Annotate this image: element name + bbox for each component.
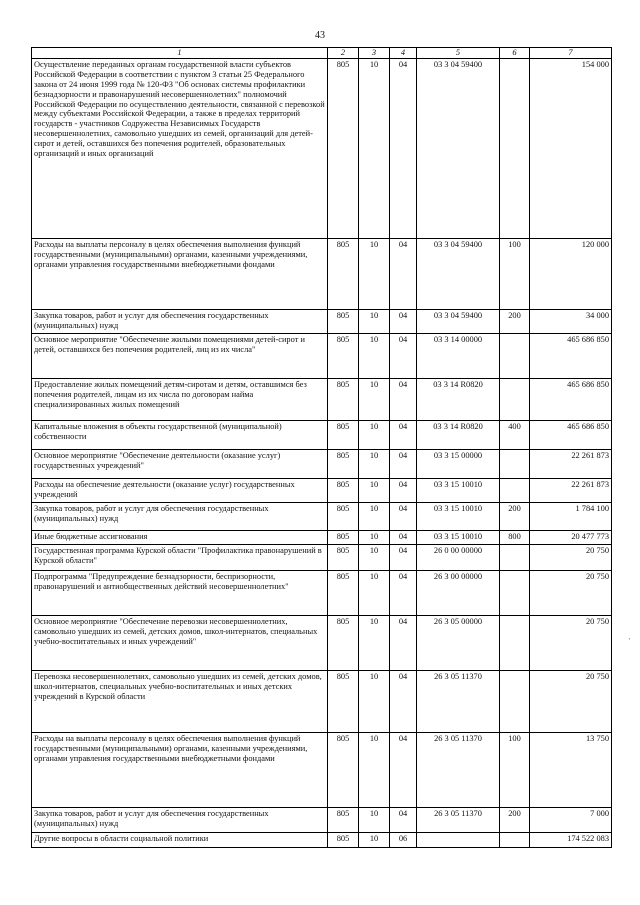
- row-code-5: 03 3 15 10010: [417, 478, 500, 502]
- row-code-4: 04: [390, 732, 417, 807]
- row-code-6: [500, 333, 530, 378]
- row-code-4: 04: [390, 309, 417, 333]
- row-code-2: 805: [328, 378, 359, 420]
- row-code-4: 04: [390, 420, 417, 449]
- row-code-2: 805: [328, 420, 359, 449]
- row-description: Осуществление переданных органам государственной власти субъектов Российской Федерации в соответствии с пунктом 3 статьи 25 Федерального закона от 24 июня 1999 года № 120-ФЗ "Об основах системы профилактики безнадзорности и правонарушений несовершеннолетних" полномочий Российской Федерации по осуществлению деятельности, связанной с перевозкой между субъектами Российской Федерации, а также в пределах территорий государств - участников Содружества Независимых Государств несовершеннолетних, самовольно ушедших из семей, организаций для детей-сирот и детей, оставшихся без попечения родителей, образовательных организаций и иных организаций: [32, 58, 328, 238]
- row-description: Расходы на обеспечение деятельности (оказание услуг) государственных учреждений: [32, 478, 328, 502]
- table-row: [32, 670, 612, 732]
- row-amount: 20 750: [530, 615, 612, 670]
- row-code-4: 04: [390, 570, 417, 615]
- row-description: Перевозка несовершеннолетних, самовольно ушедших из семей, детских домов, школ-интернатов, специальных учебно-воспитательных и иных детских учреждений в Курской области: [32, 670, 328, 732]
- row-code-5: 03 3 15 00000: [417, 449, 500, 478]
- header-cell: 4: [390, 48, 417, 59]
- row-description: Государственная программа Курской области "Профилактика правонарушений в Курской области": [32, 544, 328, 570]
- row-code-6: 200: [500, 502, 530, 530]
- row-code-5: 26 3 05 11370: [417, 670, 500, 732]
- row-code-2: 805: [328, 333, 359, 378]
- row-code-6: [500, 58, 530, 238]
- row-amount: 120 000: [530, 238, 612, 309]
- header-cell: 1: [32, 48, 328, 59]
- row-code-2: 805: [328, 732, 359, 807]
- row-code-3: 10: [359, 544, 390, 570]
- row-amount: 20 477 773: [530, 530, 612, 544]
- row-code-6: 200: [500, 309, 530, 333]
- row-code-2: 805: [328, 478, 359, 502]
- header-cell: 6: [500, 48, 530, 59]
- row-code-2: 805: [328, 58, 359, 238]
- row-description: Другие вопросы в области социальной политики: [32, 832, 328, 847]
- row-code-3: 10: [359, 478, 390, 502]
- row-code-3: 10: [359, 530, 390, 544]
- row-code-2: 805: [328, 309, 359, 333]
- row-code-5: 26 3 05 11370: [417, 732, 500, 807]
- table-row: [32, 544, 612, 570]
- row-code-5: 03 3 14 R0820: [417, 378, 500, 420]
- table-row: [32, 832, 612, 847]
- row-code-6: 800: [500, 530, 530, 544]
- row-code-2: 805: [328, 832, 359, 847]
- row-code-3: 10: [359, 832, 390, 847]
- row-amount: 465 686 850: [530, 420, 612, 449]
- row-code-4: 04: [390, 807, 417, 832]
- row-description: Подпрограмма "Предупреждение безнадзорности, беспризорности, правонарушений и антиобщественных действий несовершеннолетних": [32, 570, 328, 615]
- row-amount: 34 000: [530, 309, 612, 333]
- row-amount: 465 686 850: [530, 378, 612, 420]
- row-code-2: 805: [328, 570, 359, 615]
- row-code-3: 10: [359, 309, 390, 333]
- row-description: Основное мероприятие "Обеспечение жилыми помещениями детей-сирот и детей, оставшихся без попечения родителей, лиц из их числа": [32, 333, 328, 378]
- scan-edge-mark: ‚: [628, 632, 631, 641]
- page-number: 43: [315, 30, 325, 41]
- row-code-5: 26 3 05 11370: [417, 807, 500, 832]
- row-code-6: [500, 544, 530, 570]
- row-amount: 20 750: [530, 570, 612, 615]
- table-row: [32, 309, 612, 333]
- row-code-5: 03 3 04 59400: [417, 58, 500, 238]
- row-description: Закупка товаров, работ и услуг для обеспечения государственных (муниципальных) нужд: [32, 309, 328, 333]
- row-code-2: 805: [328, 807, 359, 832]
- row-code-4: 06: [390, 832, 417, 847]
- header-cell: 7: [530, 48, 612, 59]
- header-cell: 5: [417, 48, 500, 59]
- row-code-6: [500, 378, 530, 420]
- row-code-6: [500, 449, 530, 478]
- row-code-5: 03 3 04 59400: [417, 238, 500, 309]
- row-code-4: 04: [390, 544, 417, 570]
- row-code-2: 805: [328, 670, 359, 732]
- table-row: [32, 732, 612, 807]
- row-amount: 174 522 083: [530, 832, 612, 847]
- row-code-3: 10: [359, 58, 390, 238]
- table-row: [32, 420, 612, 449]
- row-code-3: 10: [359, 732, 390, 807]
- row-amount: 20 750: [530, 544, 612, 570]
- row-code-5: 03 3 15 10010: [417, 530, 500, 544]
- row-amount: 465 686 850: [530, 333, 612, 378]
- table-row: [32, 530, 612, 544]
- row-code-2: 805: [328, 502, 359, 530]
- row-code-5: 03 3 15 10010: [417, 502, 500, 530]
- row-code-2: 805: [328, 238, 359, 309]
- row-amount: 1 784 100: [530, 502, 612, 530]
- budget-table: [31, 47, 612, 848]
- row-code-6: [500, 832, 530, 847]
- row-description: Основное мероприятие "Обеспечение деятельности (оказание услуг) государственных учреждений": [32, 449, 328, 478]
- row-amount: 154 000: [530, 58, 612, 238]
- table-row: [32, 333, 612, 378]
- table-row: [32, 478, 612, 502]
- row-code-3: 10: [359, 238, 390, 309]
- row-description: Расходы на выплаты персоналу в целях обеспечения выполнения функций государственными (муниципальными) органами, казенными учреждениями, органами управления государственными внебюджетными фондами: [32, 732, 328, 807]
- row-code-6: 100: [500, 238, 530, 309]
- header-cell: 2: [328, 48, 359, 59]
- row-amount: 7 000: [530, 807, 612, 832]
- row-description: Закупка товаров, работ и услуг для обеспечения государственных (муниципальных) нужд: [32, 502, 328, 530]
- table-row: [32, 615, 612, 670]
- row-code-4: 04: [390, 238, 417, 309]
- table-row: [32, 807, 612, 832]
- row-code-6: [500, 670, 530, 732]
- row-code-5: 26 3 05 00000: [417, 615, 500, 670]
- row-description: Капитальные вложения в объекты государственной (муниципальной) собственности: [32, 420, 328, 449]
- row-code-6: 400: [500, 420, 530, 449]
- row-code-4: 04: [390, 502, 417, 530]
- row-amount: 22 261 873: [530, 449, 612, 478]
- row-code-4: 04: [390, 449, 417, 478]
- row-code-6: 100: [500, 732, 530, 807]
- row-code-4: 04: [390, 58, 417, 238]
- row-code-5: 26 0 00 00000: [417, 544, 500, 570]
- row-description: Закупка товаров, работ и услуг для обеспечения государственных (муниципальных) нужд: [32, 807, 328, 832]
- row-amount: 13 750: [530, 732, 612, 807]
- row-amount: 22 261 873: [530, 478, 612, 502]
- row-code-3: 10: [359, 449, 390, 478]
- row-code-6: 200: [500, 807, 530, 832]
- row-code-6: [500, 615, 530, 670]
- row-description: Расходы на выплаты персоналу в целях обеспечения выполнения функций государственными (муниципальными) органами, казенными учреждениями, органами управления государственными внебюджетными фондами: [32, 238, 328, 309]
- row-code-5: 03 3 14 R0820: [417, 420, 500, 449]
- row-code-5: 26 3 00 00000: [417, 570, 500, 615]
- row-code-2: 805: [328, 449, 359, 478]
- table-header-row: [32, 48, 612, 59]
- row-code-3: 10: [359, 378, 390, 420]
- table-row: [32, 449, 612, 478]
- table-row: [32, 502, 612, 530]
- row-code-5: [417, 832, 500, 847]
- row-code-4: 04: [390, 478, 417, 502]
- row-code-4: 04: [390, 670, 417, 732]
- row-code-3: 10: [359, 420, 390, 449]
- row-code-5: 03 3 04 59400: [417, 309, 500, 333]
- row-code-3: 10: [359, 502, 390, 530]
- row-code-2: 805: [328, 544, 359, 570]
- table-row: [32, 570, 612, 615]
- row-code-6: [500, 478, 530, 502]
- table-row: [32, 378, 612, 420]
- table-row: [32, 238, 612, 309]
- row-code-3: 10: [359, 333, 390, 378]
- row-amount: 20 750: [530, 670, 612, 732]
- row-code-4: 04: [390, 333, 417, 378]
- row-code-2: 805: [328, 530, 359, 544]
- row-code-2: 805: [328, 615, 359, 670]
- table-row: [32, 58, 612, 238]
- row-description: Предоставление жилых помещений детям-сиротам и детям, оставшимся без попечения родителей, лицам из их числа по договорам найма специализированных жилых помещений: [32, 378, 328, 420]
- row-code-4: 04: [390, 615, 417, 670]
- header-cell: 3: [359, 48, 390, 59]
- row-code-5: 03 3 14 00000: [417, 333, 500, 378]
- row-code-3: 10: [359, 615, 390, 670]
- row-code-3: 10: [359, 670, 390, 732]
- row-code-4: 04: [390, 378, 417, 420]
- row-code-4: 04: [390, 530, 417, 544]
- row-code-3: 10: [359, 807, 390, 832]
- row-description: Иные бюджетные ассигнования: [32, 530, 328, 544]
- row-description: Основное мероприятие "Обеспечение перевозки несовершеннолетних, самовольно ушедших из семей, детских домов, школ-интернатов, специальных учебно-воспитательных и иных учреждений": [32, 615, 328, 670]
- row-code-3: 10: [359, 570, 390, 615]
- row-code-6: [500, 570, 530, 615]
